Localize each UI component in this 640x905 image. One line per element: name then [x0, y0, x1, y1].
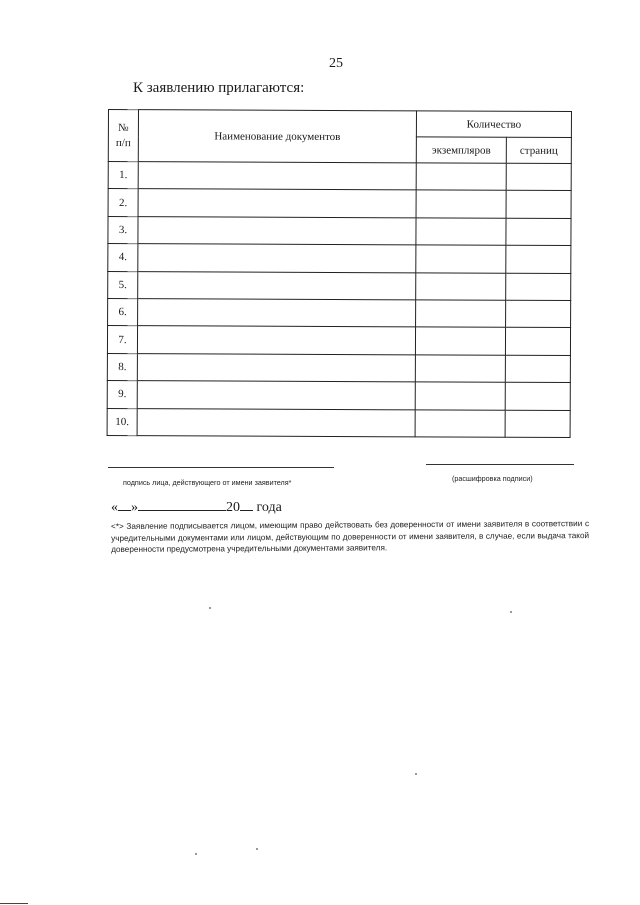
header-number	[108, 110, 138, 162]
row-pages-cell	[505, 382, 570, 410]
month-blank	[138, 498, 226, 511]
table-row	[107, 381, 570, 410]
attachments-heading: К заявлению прилагаются:	[133, 80, 305, 96]
year-suffix: года	[256, 500, 282, 515]
row-pages-cell	[505, 355, 570, 383]
row-document-name-cell	[138, 244, 416, 273]
date-line	[111, 498, 282, 516]
row-document-name-cell	[138, 216, 416, 245]
row-document-name-cell	[138, 271, 416, 300]
header-number-abbr: п/п	[115, 136, 131, 149]
table-row	[107, 408, 570, 437]
header-quantity: Количество	[416, 111, 571, 138]
row-copies-cell	[416, 218, 506, 246]
scan-speck	[415, 773, 417, 775]
row-copies-cell	[415, 382, 505, 410]
row-document-name-cell	[138, 189, 416, 218]
row-document-name-cell	[137, 408, 415, 437]
scan-speck	[256, 848, 258, 850]
row-pages-cell	[506, 163, 571, 191]
row-copies-cell	[415, 355, 505, 383]
table-row	[108, 216, 571, 245]
signature-caption: подпись лица, действующего от имени заявителя*	[123, 478, 292, 487]
row-document-name-cell	[137, 326, 415, 355]
table-row	[107, 326, 570, 355]
row-pages-cell	[506, 273, 571, 301]
signature-line	[108, 467, 334, 468]
row-document-name-cell	[137, 381, 415, 410]
date-open-quote: «	[111, 500, 118, 515]
header-number-symbol: №	[118, 121, 129, 134]
row-number: 6.	[108, 298, 138, 326]
row-pages-cell	[506, 191, 571, 219]
table-row	[108, 244, 571, 273]
header-document-name: Наименование документов	[138, 110, 416, 163]
row-copies-cell	[416, 300, 506, 328]
row-copies-cell	[415, 409, 505, 437]
page-number: 25	[329, 56, 343, 71]
row-copies-cell	[415, 327, 505, 355]
row-number: 3.	[108, 216, 138, 244]
date-close-quote: »	[131, 500, 138, 515]
signature-transcript-caption: (расшифровка подписи)	[452, 474, 533, 483]
table-row	[107, 353, 570, 382]
row-number: 5.	[108, 271, 138, 299]
scan-speck	[195, 853, 197, 855]
row-pages-cell	[505, 410, 570, 438]
row-pages-cell	[506, 218, 571, 246]
day-blank	[118, 498, 131, 511]
row-copies-cell	[416, 272, 506, 300]
row-number: 1.	[108, 162, 138, 190]
row-pages-cell	[505, 328, 570, 356]
table-row	[108, 298, 571, 327]
scan-speck	[510, 611, 512, 613]
row-number: 2.	[108, 189, 138, 217]
table-body	[107, 162, 571, 438]
table-row	[108, 189, 571, 218]
row-document-name-cell	[138, 162, 416, 191]
row-document-name-cell	[137, 353, 415, 382]
signature-transcript-line	[426, 464, 574, 465]
year-prefix: 20	[226, 500, 240, 515]
row-pages-cell	[506, 300, 571, 328]
row-pages-cell	[506, 245, 571, 273]
scan-edge-mark	[0, 903, 28, 904]
year-blank	[240, 498, 253, 511]
row-number: 8.	[107, 353, 137, 381]
row-number: 4.	[108, 244, 138, 272]
header-pages: страниц	[506, 137, 571, 163]
row-number: 10.	[107, 408, 137, 436]
table-row	[108, 271, 571, 300]
row-copies-cell	[416, 245, 506, 273]
footnote: <*> Заявление подписывается лицом, имеющим право действовать без доверенности от имени заявителя в соответствии с учредительными документами или лицом, действующим по доверенности от имени заявителя, в случае, если выдача такой доверенности предусмотрена учредительными документами заявителя.	[111, 519, 590, 554]
attachments-table	[107, 109, 572, 438]
table-row	[108, 162, 571, 191]
row-copies-cell	[416, 190, 506, 218]
row-number: 9.	[107, 381, 137, 409]
row-number: 7.	[107, 326, 137, 354]
row-copies-cell	[416, 163, 506, 191]
scan-speck	[209, 607, 211, 609]
header-copies: экземпляров	[416, 137, 506, 163]
row-document-name-cell	[138, 299, 416, 328]
